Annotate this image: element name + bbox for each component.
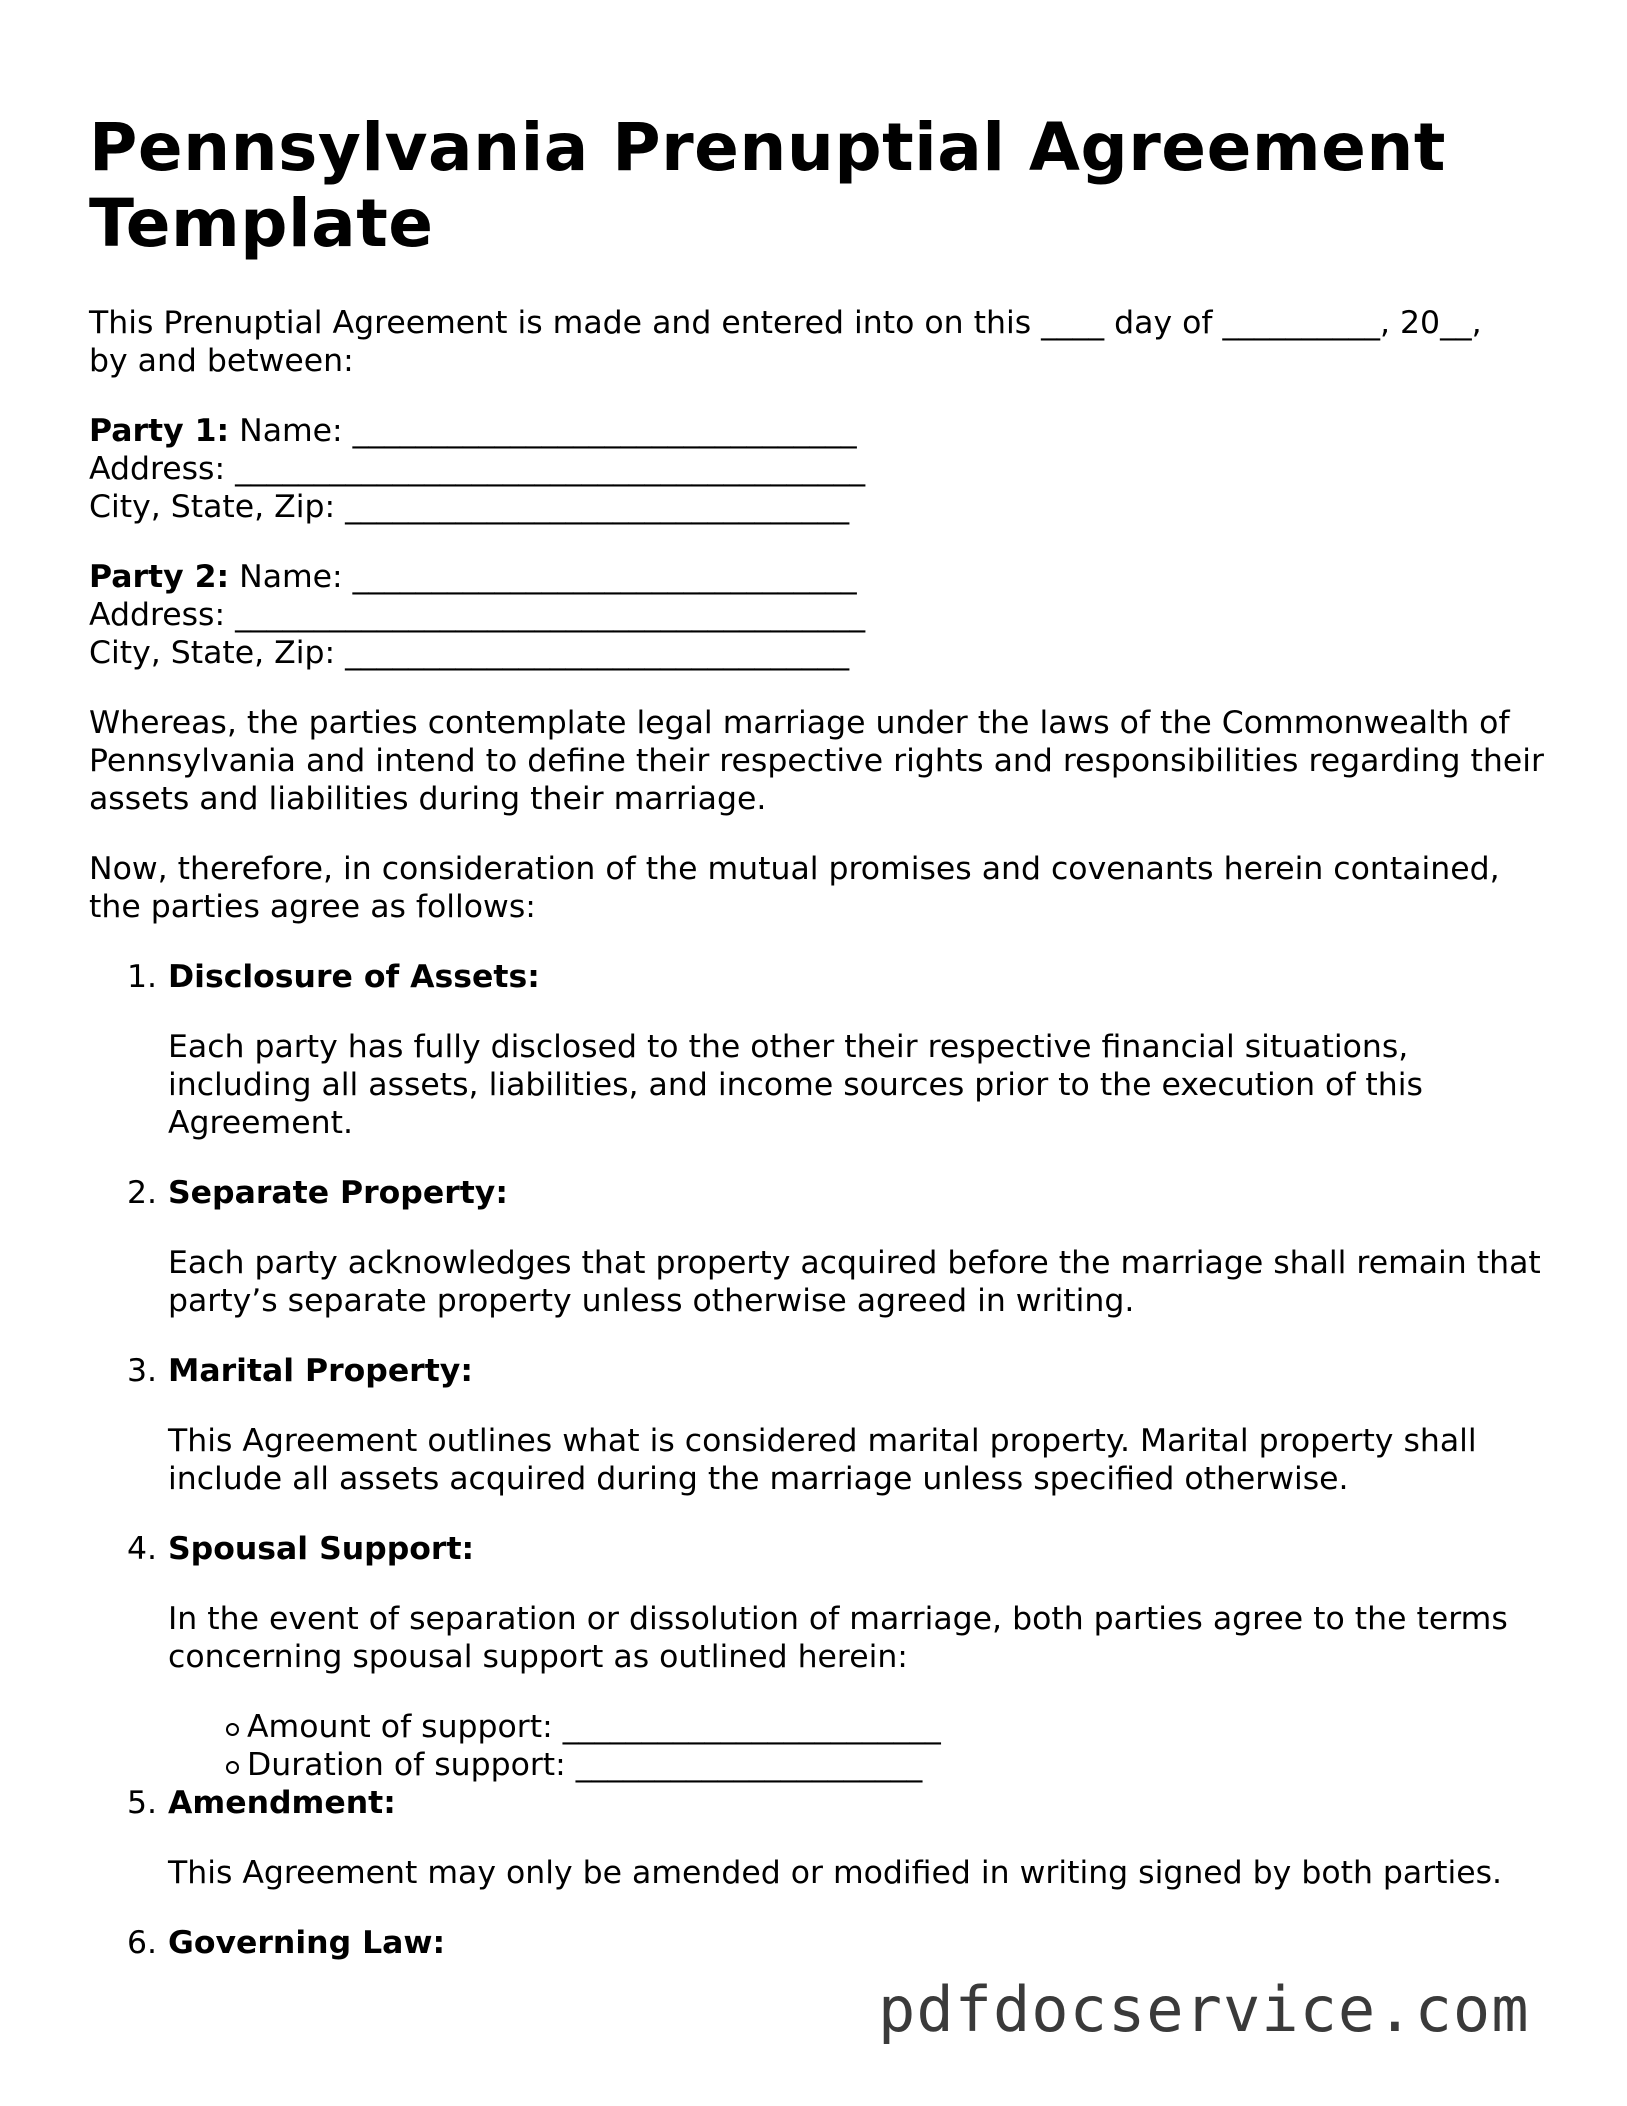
list-item: Amount of support: ________________________ (168, 1708, 1549, 1746)
intro-paragraph (89, 304, 1549, 380)
party-1-address-field: Address: ________________________________________ (89, 451, 866, 487)
intro-line-1: This Prenuptial Agreement is made and entered into on this ____ day of __________, 20__, (89, 305, 1482, 341)
section-number: 3. (127, 1353, 158, 1389)
section-item (89, 958, 1549, 1142)
party-1-label: Party 1: (89, 413, 230, 449)
party-2-city-field: City, State, Zip: ________________________________ (89, 635, 850, 671)
section-title: Separate Property: (168, 1175, 508, 1211)
section-title: Marital Property: (168, 1353, 473, 1389)
section-item (89, 1924, 1549, 1962)
watermark: pdfdocservice.com (878, 1973, 1530, 2046)
party-1-city-field: City, State, Zip: ________________________________ (89, 489, 850, 525)
section-title: Governing Law: (168, 1925, 446, 1961)
section-number: 2. (127, 1175, 158, 1211)
section-number: 5. (127, 1785, 158, 1821)
section-number: 1. (127, 959, 158, 995)
circle-bullet-icon (226, 1723, 239, 1736)
title-line-2: Template (89, 185, 434, 262)
party-2-label: Party 2: (89, 559, 230, 595)
document-title (89, 110, 1549, 262)
party-2-block (89, 558, 1549, 672)
section-title: Amendment: (168, 1785, 396, 1821)
whereas-paragraph: Whereas, the parties contemplate legal marriage under the laws of the Commonwealth of Pennsylvania and intend to define their respective rights and responsibilities regarding their assets and liabilities during their marriage. (89, 705, 1544, 817)
section-body: Each party acknowledges that property acquired before the marriage shall remain that party’s separate property unless otherwise agreed in writing. (168, 1245, 1541, 1319)
section-body: In the event of separation or dissolution of marriage, both parties agree to the terms concerning spousal support as outlined herein: (168, 1601, 1508, 1675)
title-line-1: Pennsylvania Prenuptial Agreement (89, 109, 1446, 186)
list-item: Duration of support: ______________________ (168, 1746, 1549, 1784)
support-terms-list (168, 1708, 1549, 1784)
sections-list (89, 958, 1549, 1962)
party-1-block (89, 412, 1549, 526)
section-item (89, 1352, 1549, 1498)
section-body: This Agreement outlines what is considered marital property. Marital property shall include all assets acquired during the marriage unless specified otherwise. (168, 1423, 1477, 1497)
now-therefore-paragraph: Now, therefore, in consideration of the mutual promises and covenants herein contained, the parties agree as follows: (89, 851, 1500, 925)
circle-bullet-icon (226, 1761, 239, 1774)
section-number: 6. (127, 1925, 158, 1961)
party-2-address-field: Address: ________________________________________ (89, 597, 866, 633)
section-title: Spousal Support: (168, 1531, 475, 1567)
section-number: 4. (127, 1531, 158, 1567)
section-item (89, 1784, 1549, 1892)
section-item (89, 1174, 1549, 1320)
party-2-name-field: Name: ________________________________ (239, 559, 857, 595)
intro-line-2: by and between: (89, 343, 354, 379)
document-page (89, 110, 1549, 1994)
section-body: This Agreement may only be amended or modified in writing signed by both parties. (168, 1855, 1503, 1891)
section-title: Disclosure of Assets: (168, 959, 540, 995)
section-item (89, 1530, 1549, 1784)
section-body: Each party has fully disclosed to the other their respective financial situations, including all assets, liabilities, and income sources prior to the execution of this Agreement. (168, 1029, 1423, 1141)
party-1-name-field: Name: ________________________________ (239, 413, 857, 449)
